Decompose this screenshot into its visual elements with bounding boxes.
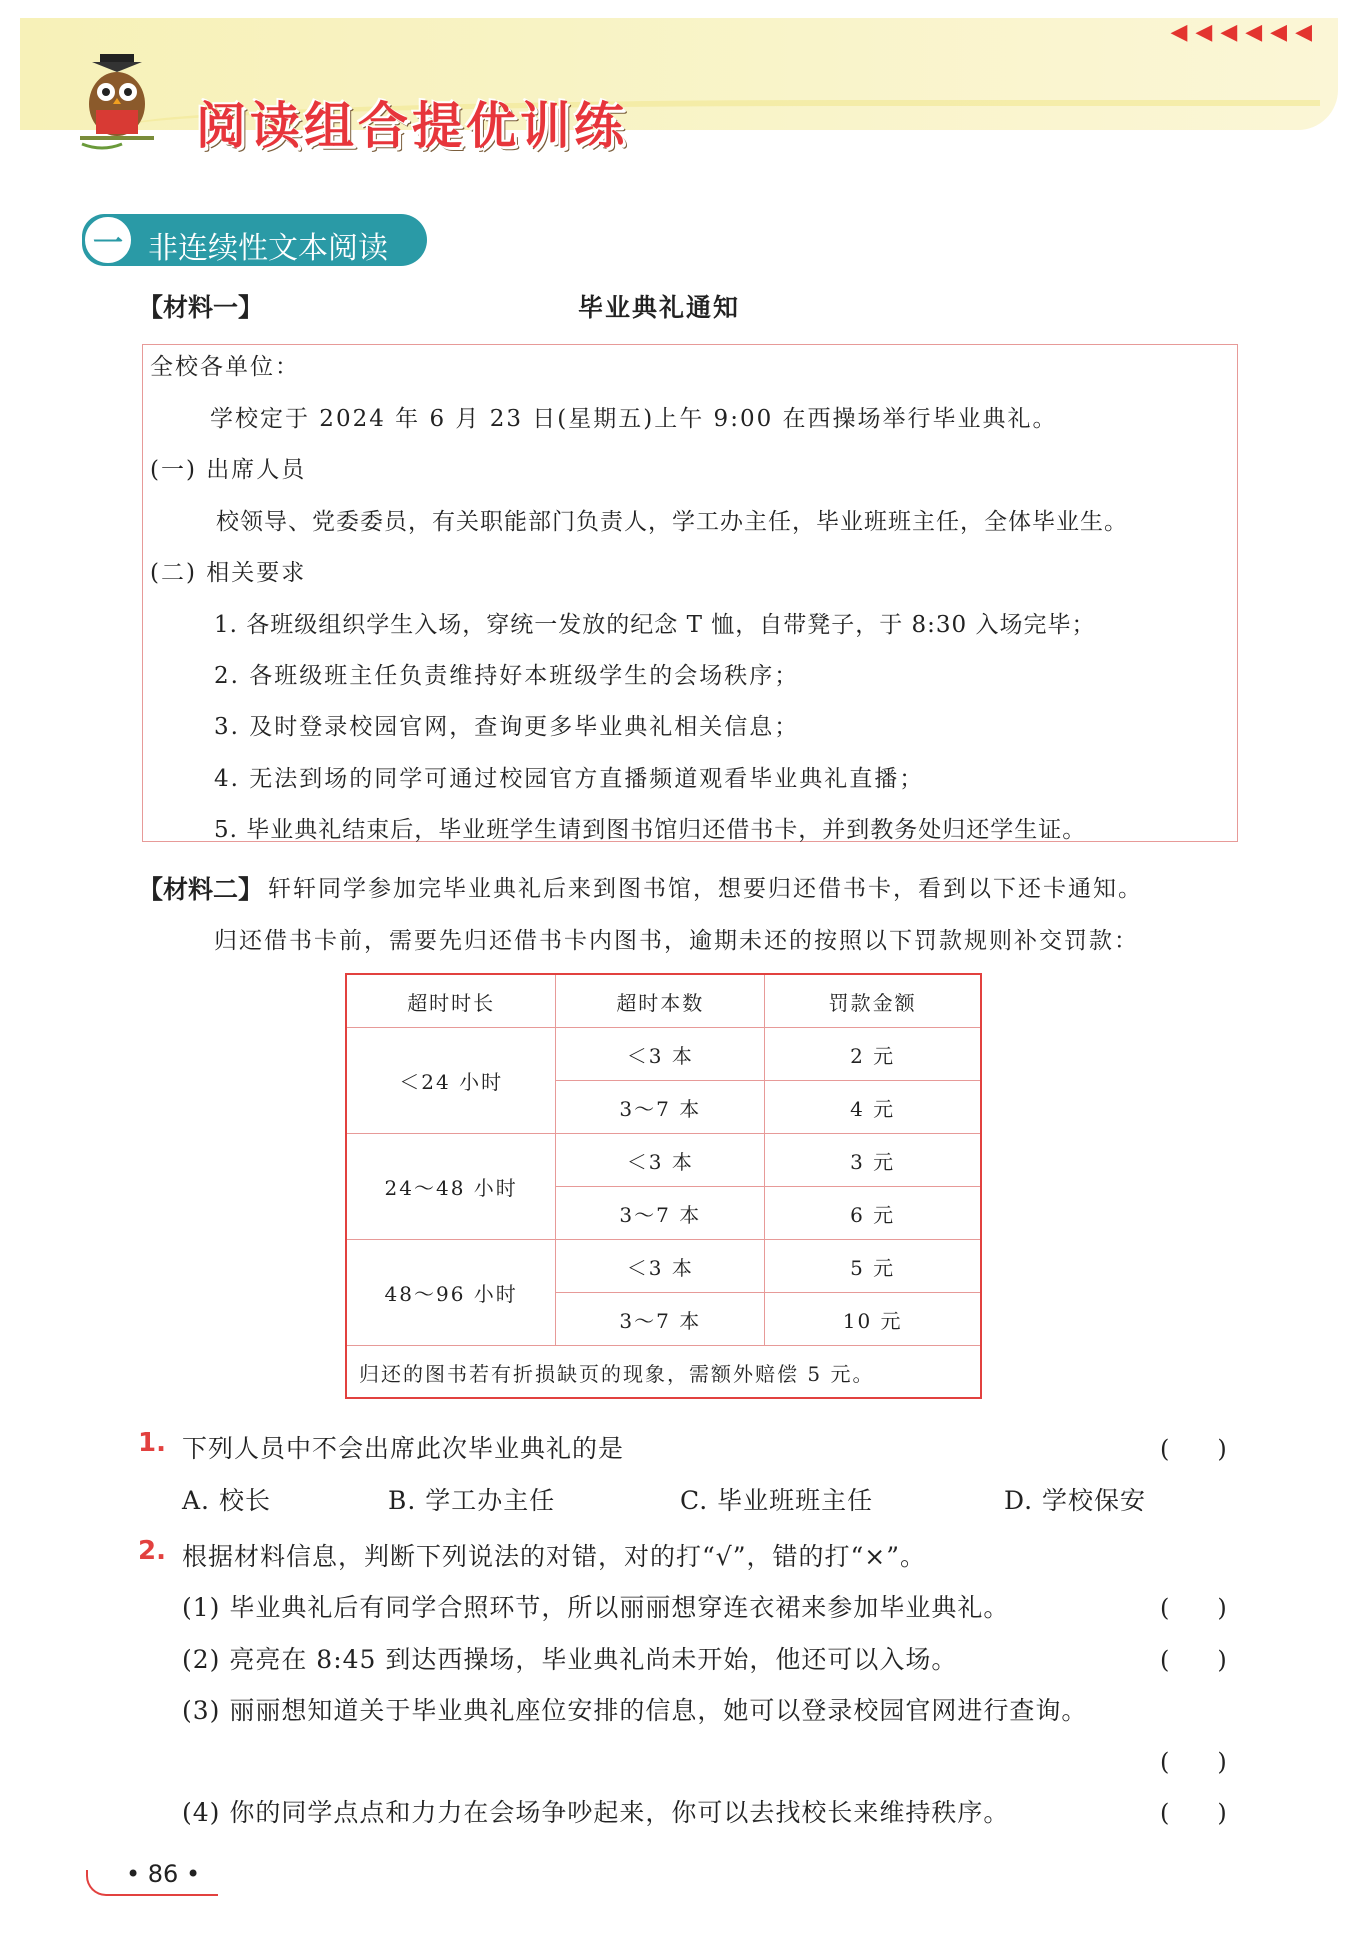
notice-line: (一) 出席人员 [150, 457, 307, 483]
judgement-item: (2) 亮亮在 8:45 到达西操场，毕业典礼尚未开始，他还可以入场。 [182, 1645, 958, 1674]
section-title: 非连续性文本阅读 [148, 231, 388, 266]
notice-title: 毕业典礼通知 [578, 293, 741, 322]
table-row [347, 1240, 980, 1293]
duration-cell: 24～48 小时 [347, 1134, 556, 1240]
option-d[interactable]: D. 学校保安 [1004, 1486, 1147, 1515]
option-c[interactable]: C. 毕业班班主任 [680, 1486, 874, 1515]
count-cell: ＜3 本 [556, 1240, 765, 1293]
banner-title: 阅读组合提优训练 [196, 97, 628, 155]
table-row [347, 1134, 980, 1187]
notice-line: 1. 各班级组织学生入场，穿统一发放的纪念 T 恤，自带凳子，于 8:30 入场完毕； [214, 612, 1096, 638]
answer-bracket[interactable]: ( ) [1160, 1748, 1227, 1776]
answer-bracket[interactable]: ( ) [1160, 1594, 1227, 1622]
notice-line: 4. 无法到场的同学可通过校园官方直播频道观看毕业典礼直播； [214, 766, 925, 792]
material2-text: 轩轩同学参加完毕业典礼后来到图书馆，想要归还借书卡，看到以下还卡通知。 [268, 876, 1143, 902]
count-cell: 3～7 本 [556, 1081, 765, 1134]
table-header: 超时时长 [347, 975, 556, 1028]
option-b[interactable]: B. 学工办主任 [388, 1486, 556, 1515]
notice-line: 5. 毕业典礼结束后，毕业班学生请到图书馆归还借书卡，并到教务处归还学生证。 [214, 817, 1087, 843]
notice-line: 2. 各班级班主任负责维持好本班级学生的会场秩序； [214, 663, 800, 689]
question-text: 下列人员中不会出席此次毕业典礼的是 [182, 1434, 625, 1463]
section-heading [82, 214, 427, 266]
count-cell: 3～7 本 [556, 1187, 765, 1240]
fine-cell: 10 元 [765, 1293, 980, 1346]
notice-line: 校领导、党委委员，有关职能部门负责人，学工办主任，毕业班班主任，全体毕业生。 [216, 509, 1128, 535]
answer-bracket[interactable]: ( ) [1160, 1799, 1227, 1827]
page-footer [86, 1860, 216, 1894]
count-cell: ＜3 本 [556, 1028, 765, 1081]
fine-cell: 3 元 [765, 1134, 980, 1187]
fine-cell: 4 元 [765, 1081, 980, 1134]
table-header: 超时本数 [556, 975, 765, 1028]
notice-line: 全校各单位： [150, 354, 300, 380]
material1-label: 【材料一】 [138, 293, 264, 322]
answer-bracket[interactable]: ( ) [1160, 1646, 1227, 1674]
table-note: 归还的图书若有折损缺页的现象，需额外赔偿 5 元。 [347, 1346, 980, 1399]
duration-cell: 48～96 小时 [347, 1240, 556, 1346]
count-cell: 3～7 本 [556, 1293, 765, 1346]
judgement-item: (4) 你的同学点点和力力在会场争吵起来，你可以去找校长来维持秩序。 [182, 1798, 1010, 1827]
question-number: 1. [138, 1428, 166, 1458]
option-a[interactable]: A. 校长 [182, 1486, 271, 1515]
answer-bracket[interactable]: ( ) [1160, 1435, 1227, 1463]
judgement-item: (3) 丽丽想知道关于毕业典礼座位安排的信息，她可以登录校园官网进行查询。 [182, 1696, 1088, 1725]
question-text: 根据材料信息，判断下列说法的对错，对的打“√”，错的打“×”。 [182, 1542, 927, 1571]
owl-mascot-icon [72, 52, 162, 162]
table-row [347, 1028, 980, 1081]
section-number: 一 [82, 214, 134, 266]
fine-cell: 2 元 [765, 1028, 980, 1081]
table-note-row [347, 1346, 980, 1399]
material2-text2: 归还借书卡前，需要先归还借书卡内图书，逾期未还的按照以下罚款规则补交罚款： [214, 928, 1139, 954]
count-cell: ＜3 本 [556, 1134, 765, 1187]
notice-line: (二) 相关要求 [150, 560, 307, 586]
fine-table [345, 973, 982, 1399]
material2-label: 【材料二】 [138, 875, 264, 904]
table-header-row [347, 975, 980, 1028]
judgement-item: (1) 毕业典礼后有同学合照环节，所以丽丽想穿连衣裙来参加毕业典礼。 [182, 1593, 1010, 1622]
fine-cell: 5 元 [765, 1240, 980, 1293]
duration-cell: ＜24 小时 [347, 1028, 556, 1134]
question-number: 2. [138, 1536, 166, 1566]
fine-cell: 6 元 [765, 1187, 980, 1240]
arrows-decoration-icon: ◀◀◀◀◀◀ [1170, 20, 1320, 45]
notice-line: 学校定于 2024 年 6 月 23 日(星期五)上午 9:00 在西操场举行毕业典礼。 [210, 406, 1058, 432]
notice-line: 3. 及时登录校园官网，查询更多毕业典礼相关信息； [214, 714, 800, 740]
page-number: • 86 • [126, 1860, 201, 1888]
table-header: 罚款金额 [765, 975, 980, 1028]
